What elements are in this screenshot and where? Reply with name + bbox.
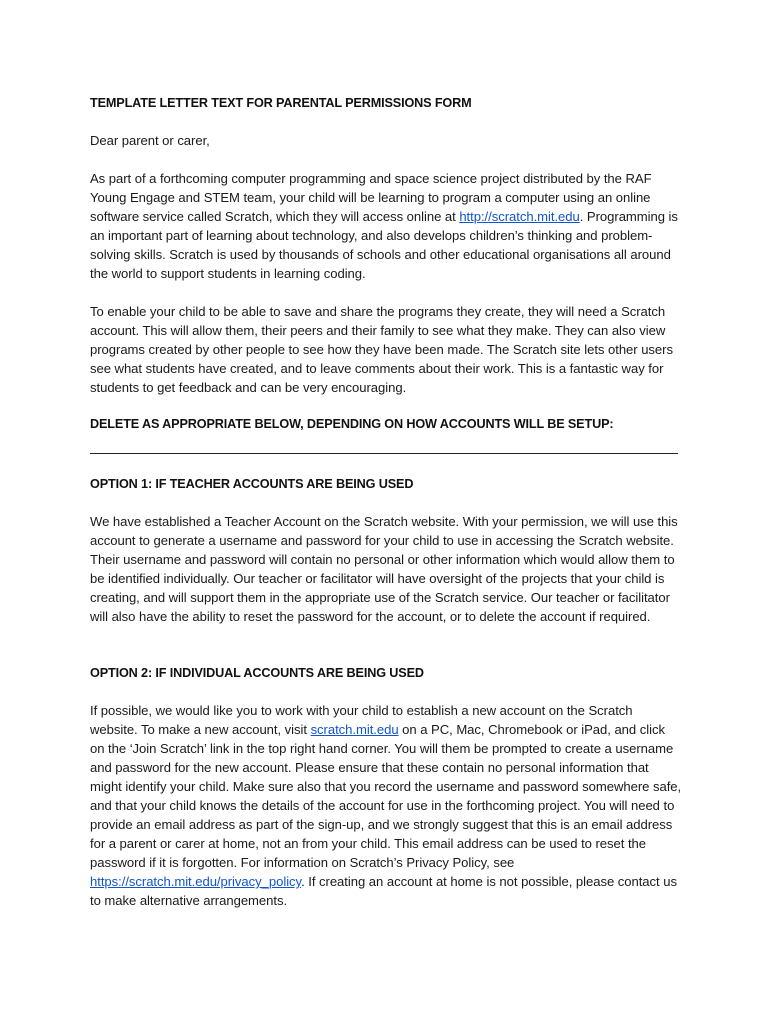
option1-heading: OPTION 1: IF TEACHER ACCOUNTS ARE BEING USED [90,476,414,491]
option1-paragraph: We have established a Teacher Account on the Scratch website. With your permission, we will use this account to generate a username and password for your child to use in accessing the Scratch website. Their username and password will contain no personal or other information which would allow them to be identified individually. Our teacher or facilitator will have oversight of the projects that your child is creating, and will support them in the appropriate use of the Scratch service. Our teacher or facilitator will also have the ability to reset the password for the account, or to delete the account if required. [90,514,678,624]
greeting: Dear parent or carer, [90,133,210,148]
scratch-home-link[interactable]: scratch.mit.edu [310,722,399,737]
privacy-policy-link[interactable]: https://scratch.mit.edu/privacy_policy [90,874,302,889]
page-title: TEMPLATE LETTER TEXT FOR PARENTAL PERMISSIONS FORM [90,95,472,110]
scratch-link[interactable]: http://scratch.mit.edu [459,209,580,224]
delete-heading: DELETE AS APPROPRIATE BELOW, DEPENDING ON HOW ACCOUNTS WILL BE SETUP: [90,416,614,431]
option2-text-2: on a PC, Mac, Chromebook or iPad, and click on the ‘Join Scratch’ link in the top right hand corner. You will them be prompted to create a username and password for the new account. Please ensure that these contain no personal information that might identify your child. Make sure also that you record the username and password somewhere safe, and that your child knows the details of the account for use in the forthcoming project. You will need to provide an email address as part of the sign-up, and we strongly suggest that this is an email address for a parent or carer at home, not an from your child. This email address can be used to reset the password if it is forgotten. For information on Scratch’s Privacy Policy, see [90,722,682,870]
intro-text-after-link: . Programming is an important part of learning about technology, and also develops children’s thinking and problem-solving skills. Scratch is used by thousands of schools and other educational organisations all around the world to support students in learning coding. [90,209,678,281]
intro-text-before-link: As part of a forthcoming computer programming and space science project distributed by the RAF Young Engage and STEM team, your child will be learning to program a computer using an online software service called Scratch, which they will access online at [90,171,652,224]
option2-heading: OPTION 2: IF INDIVIDUAL ACCOUNTS ARE BEING USED [90,665,424,680]
intro-paragraph [90,169,682,283]
divider-line [90,453,678,454]
account-paragraph: To enable your child to be able to save and share the programs they create, they will need a Scratch account. This will allow them, their peers and their family to see what they make. They can also view programs created by other people to see how they have been made. The Scratch site lets other users see what students have created, and to leave comments about their work. This is a fantastic way for students to get feedback and can be very encouraging. [90,304,673,395]
option2-text-3: . If creating an account at home is not possible, please contact us to make alternative arrangements. [90,874,677,908]
option2-paragraph [90,701,682,910]
option2-text-1: If possible, we would like you to work with your child to establish a new account on the Scratch website. To make a new account, visit [90,703,633,737]
